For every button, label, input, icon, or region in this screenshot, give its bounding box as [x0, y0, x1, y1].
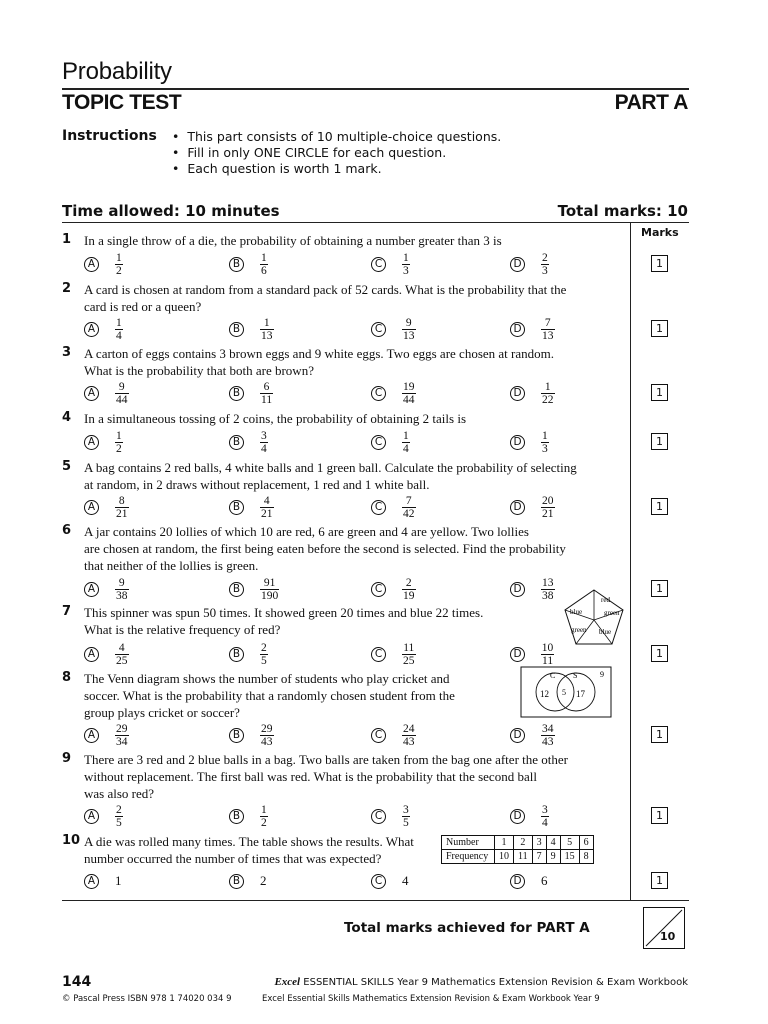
fraction-denominator: 2	[261, 816, 267, 829]
instruction-item: • Fill in only ONE CIRCLE for each question.	[172, 145, 501, 161]
question-number: 8	[62, 670, 72, 685]
mark-box[interactable]: 1	[651, 872, 668, 889]
answer-fraction	[115, 804, 123, 829]
fraction-denominator: 5	[116, 816, 122, 829]
fraction-denominator: 11	[261, 393, 273, 406]
fraction-numerator: 9	[118, 576, 125, 589]
question-text: that neither of the lollies is green.	[84, 558, 259, 573]
header-rule	[62, 88, 689, 90]
answer-option-d[interactable]	[510, 492, 555, 522]
answer-value: 2	[260, 873, 267, 888]
answer-option-d[interactable]	[510, 378, 555, 408]
answer-bubble[interactable]: C	[371, 386, 386, 401]
total-achieved-label: Total marks achieved for PART A	[344, 920, 590, 936]
answer-fraction	[402, 495, 416, 520]
fraction-denominator: 6	[261, 264, 267, 277]
answer-fraction	[402, 577, 416, 602]
mark-box[interactable]: 1	[651, 433, 668, 450]
table-cell: 10	[495, 850, 514, 864]
mark-box[interactable]: 1	[651, 807, 668, 824]
answer-bubble[interactable]: D	[510, 728, 525, 743]
answer-bubble[interactable]: B	[229, 500, 244, 515]
answer-bubble[interactable]: A	[84, 647, 99, 662]
fraction-denominator: 190	[261, 589, 279, 602]
fraction-numerator: 2	[261, 641, 267, 654]
venn-c-only-value: 12	[540, 689, 549, 699]
fraction-denominator: 43	[542, 735, 554, 748]
fraction-denominator: 13	[261, 329, 273, 342]
fraction-denominator: 21	[116, 507, 128, 520]
mark-box[interactable]: 1	[651, 726, 668, 743]
answer-bubble[interactable]: C	[371, 728, 386, 743]
answer-fraction	[402, 317, 416, 342]
fraction-numerator: 29	[261, 722, 273, 735]
answer-fraction	[541, 317, 555, 342]
venn-set-s-label: S	[573, 671, 578, 680]
answer-option-b[interactable]	[229, 866, 267, 896]
venn-diagram	[520, 666, 612, 718]
table-row-label: Number	[442, 836, 495, 850]
answer-fraction	[541, 381, 555, 406]
answer-fraction	[541, 495, 555, 520]
mark-box[interactable]: 1	[651, 645, 668, 662]
answer-bubble[interactable]: A	[84, 386, 99, 401]
answer-option-a[interactable]	[84, 378, 129, 408]
answer-fraction	[541, 577, 555, 602]
question-number: 9	[62, 751, 72, 766]
answer-bubble[interactable]: A	[84, 728, 99, 743]
fraction-denominator: 34	[116, 735, 128, 748]
fraction-denominator: 21	[261, 507, 273, 520]
fraction-denominator: 5	[261, 654, 267, 667]
answer-fraction	[541, 723, 555, 748]
answer-bubble[interactable]: D	[510, 874, 525, 889]
spinner-label: blue	[599, 628, 612, 636]
venn-both-value: 5	[562, 688, 566, 697]
answer-option-a[interactable]	[84, 639, 129, 669]
time-allowed: Time allowed: 10 minutes	[62, 202, 280, 220]
fraction-denominator: 4	[403, 442, 409, 455]
question-text: What is the relative frequency of red?	[84, 622, 281, 637]
answer-option-b[interactable]	[229, 801, 268, 831]
answer-bubble[interactable]: D	[510, 386, 525, 401]
fraction-numerator: 19	[403, 380, 415, 393]
question-text: group plays cricket or soccer?	[84, 705, 240, 720]
fraction-denominator: 43	[403, 735, 415, 748]
fraction-numerator: 34	[542, 722, 554, 735]
question-text: at random, in 2 draws without replacement, 1 red and 1 white ball.	[84, 477, 430, 492]
fraction-numerator: 13	[542, 576, 554, 589]
question-text: A carton of eggs contains 3 brown eggs and 9 white eggs. Two eggs are chosen at random.	[84, 346, 554, 361]
instruction-item: • This part consists of 10 multiple-choice questions.	[172, 129, 501, 145]
question-number: 2	[62, 281, 72, 296]
mark-box[interactable]: 1	[651, 255, 668, 272]
answer-option-c[interactable]	[371, 249, 410, 279]
marks-column-header: Marks	[641, 226, 679, 239]
question-text: This spinner was spun 50 times. It showed green 20 times and blue 22 times.	[84, 605, 484, 620]
question-number: 1	[62, 232, 72, 247]
answer-fraction	[541, 804, 549, 829]
answer-option-c[interactable]	[371, 574, 416, 604]
fraction-denominator: 21	[542, 507, 554, 520]
fraction-denominator: 11	[542, 654, 554, 667]
instructions-list	[172, 129, 501, 177]
fraction-numerator: 1	[542, 429, 548, 442]
mark-box[interactable]: 1	[651, 498, 668, 515]
question-text: A card is chosen at random from a standard pack of 52 cards. What is the probability that the	[84, 282, 567, 297]
answer-value: 1	[115, 873, 122, 888]
answer-bubble[interactable]: C	[371, 809, 386, 824]
fraction-numerator: 3	[542, 803, 548, 816]
answer-bubble[interactable]: B	[229, 435, 244, 450]
answer-option-c[interactable]	[371, 492, 416, 522]
table-cell: 5	[560, 836, 579, 850]
answer-bubble[interactable]: D	[510, 809, 525, 824]
answer-option-b[interactable]	[229, 427, 268, 457]
answer-fraction	[260, 577, 279, 602]
answer-fraction	[115, 430, 123, 455]
answer-value: 6	[541, 873, 548, 888]
spinner-label: green	[604, 609, 620, 617]
answer-option-c[interactable]	[371, 314, 416, 344]
bottom-rule	[62, 900, 689, 901]
fraction-numerator: 6	[263, 380, 270, 393]
book-title-secondary: Excel Essential Skills Mathematics Extension Revision & Exam Workbook Year 9	[262, 994, 600, 1004]
answer-option-a[interactable]	[84, 866, 122, 896]
table-cell: 4	[546, 836, 560, 850]
fraction-denominator: 42	[403, 507, 415, 520]
fraction-numerator: 1	[261, 803, 267, 816]
fraction-numerator: 1	[544, 380, 551, 393]
answer-bubble[interactable]: D	[510, 322, 525, 337]
answer-fraction	[541, 642, 554, 667]
answer-fraction	[260, 723, 274, 748]
fraction-denominator: 44	[116, 393, 128, 406]
answer-fraction	[402, 642, 416, 667]
answer-option-b[interactable]	[229, 639, 268, 669]
answer-option-b[interactable]	[229, 492, 274, 522]
question-text: A jar contains 20 lollies of which 10 are red, 6 are green and 4 are yellow. Two lollies	[84, 524, 529, 539]
answer-fraction	[260, 642, 268, 667]
answer-bubble[interactable]: C	[371, 257, 386, 272]
page-number: 144	[62, 974, 92, 990]
answer-fraction	[260, 804, 268, 829]
answer-option-d[interactable]	[510, 720, 555, 750]
answer-option-b[interactable]	[229, 720, 274, 750]
answer-option-c[interactable]	[371, 801, 410, 831]
table-cell: 9	[546, 850, 560, 864]
fraction-numerator: 1	[116, 316, 122, 329]
answer-fraction	[402, 381, 416, 406]
answer-option-a[interactable]	[84, 249, 123, 279]
book-title	[274, 976, 688, 988]
fraction-denominator: 3	[542, 264, 548, 277]
table-row-label: Frequency	[442, 850, 495, 864]
question-text: card is red or a queen?	[84, 299, 202, 314]
question-text: The Venn diagram shows the number of students who play cricket and	[84, 671, 450, 686]
answer-bubble[interactable]: C	[371, 647, 386, 662]
answer-option-d[interactable]	[510, 866, 548, 896]
fraction-numerator: 1	[403, 429, 409, 442]
question-text: was also red?	[84, 786, 155, 801]
book-brand: Excel	[274, 976, 301, 988]
mark-box[interactable]: 1	[651, 320, 668, 337]
fraction-denominator: 25	[116, 654, 128, 667]
answer-fraction	[541, 430, 549, 455]
question-text: A die was rolled many times. The table shows the results. What	[84, 834, 414, 849]
fraction-denominator: 4	[116, 329, 122, 342]
answer-option-d[interactable]	[510, 249, 549, 279]
answer-fraction	[402, 723, 416, 748]
spinner-label: red	[601, 596, 610, 604]
fraction-numerator: 1	[261, 251, 267, 264]
fraction-denominator: 13	[403, 329, 415, 342]
fraction-denominator: 2	[116, 264, 122, 277]
fraction-denominator: 44	[403, 393, 415, 406]
fraction-denominator: 3	[542, 442, 548, 455]
question-text: There are 3 red and 2 blue balls in a bag. Two balls are taken from the bag one after the other	[84, 752, 568, 767]
fraction-numerator: 7	[544, 316, 551, 329]
table-cell: 11	[514, 850, 533, 864]
fraction-denominator: 19	[403, 589, 415, 602]
answer-option-d[interactable]	[510, 314, 555, 344]
instruction-item: • Each question is worth 1 mark.	[172, 161, 501, 177]
fraction-numerator: 1	[263, 316, 270, 329]
fraction-numerator: 10	[541, 641, 554, 654]
table-cell: 1	[495, 836, 514, 850]
table-cell: 2	[514, 836, 533, 850]
answer-fraction	[541, 252, 549, 277]
fraction-numerator: 1	[403, 251, 409, 264]
fraction-numerator: 9	[405, 316, 412, 329]
question-text: soccer. What is the probability that a randomly chosen student from the	[84, 688, 455, 703]
answer-option-a[interactable]	[84, 492, 129, 522]
answer-bubble[interactable]: A	[84, 809, 99, 824]
answer-option-d[interactable]	[510, 427, 549, 457]
answer-fraction	[260, 317, 274, 342]
fraction-numerator: 4	[263, 494, 270, 507]
answer-bubble[interactable]: C	[371, 582, 386, 597]
fraction-numerator: 1	[116, 429, 122, 442]
answer-bubble[interactable]: D	[510, 435, 525, 450]
fraction-numerator: 2	[405, 576, 412, 589]
table-cell: 3	[532, 836, 546, 850]
fraction-numerator: 1	[116, 251, 122, 264]
answer-option-a[interactable]	[84, 801, 123, 831]
question-number: 5	[62, 459, 72, 474]
table-cell: 15	[560, 850, 579, 864]
answer-fraction	[402, 252, 410, 277]
answer-bubble[interactable]: B	[229, 582, 244, 597]
answer-fraction	[115, 495, 129, 520]
answer-option-a[interactable]	[84, 574, 129, 604]
answer-option-c[interactable]	[371, 427, 410, 457]
answer-fraction	[260, 252, 268, 277]
venn-outside-value: 9	[600, 670, 604, 679]
die-results-table	[441, 835, 594, 864]
answer-fraction	[115, 577, 129, 602]
question-text: In a single throw of a die, the probability of obtaining a number greater than 3 is	[84, 233, 502, 248]
answer-bubble[interactable]: B	[229, 647, 244, 662]
section-rule	[62, 222, 689, 223]
answer-option-c[interactable]	[371, 378, 416, 408]
answer-option-d[interactable]	[510, 801, 549, 831]
answer-bubble[interactable]: D	[510, 582, 525, 597]
answer-bubble[interactable]: C	[371, 435, 386, 450]
answer-bubble[interactable]: D	[510, 257, 525, 272]
answer-bubble[interactable]: A	[84, 582, 99, 597]
fraction-numerator: 2	[542, 251, 548, 264]
spinner-diagram	[563, 588, 625, 648]
question-number: 4	[62, 410, 72, 425]
total-marks: Total marks: 10	[557, 202, 688, 220]
mark-box[interactable]: 1	[651, 384, 668, 401]
question-text: without replacement. The first ball was red. What is the probability that the second ball	[84, 769, 537, 784]
answer-bubble[interactable]: A	[84, 322, 99, 337]
answer-option-c[interactable]	[371, 866, 409, 896]
part-heading: PART A	[614, 91, 688, 114]
answer-fraction	[260, 381, 273, 406]
answer-option-b[interactable]	[229, 378, 273, 408]
answer-bubble[interactable]: B	[229, 257, 244, 272]
answer-bubble[interactable]: B	[229, 728, 244, 743]
answer-option-a[interactable]	[84, 314, 123, 344]
answer-fraction	[115, 317, 123, 342]
answer-option-a[interactable]	[84, 427, 123, 457]
total-achieved-max: 10	[660, 930, 676, 943]
answer-fraction	[115, 252, 123, 277]
answer-option-b[interactable]	[229, 249, 268, 279]
answer-option-d[interactable]	[510, 639, 554, 669]
fraction-denominator: 25	[403, 654, 415, 667]
answer-fraction	[115, 381, 129, 406]
fraction-numerator: 2	[116, 803, 122, 816]
fraction-denominator: 4	[542, 816, 548, 829]
answer-option-c[interactable]	[371, 720, 416, 750]
answer-fraction	[115, 723, 129, 748]
answer-bubble[interactable]: C	[371, 322, 386, 337]
fraction-denominator: 13	[542, 329, 554, 342]
question-number: 7	[62, 604, 72, 619]
table-cell: 7	[532, 850, 546, 864]
answer-option-b[interactable]	[229, 574, 279, 604]
answer-option-c[interactable]	[371, 639, 416, 669]
answer-option-b[interactable]	[229, 314, 274, 344]
fraction-numerator: 29	[116, 722, 128, 735]
fraction-numerator: 24	[403, 722, 415, 735]
answer-value: 4	[402, 873, 409, 888]
question-number: 10	[62, 833, 81, 848]
answer-fraction	[260, 430, 268, 455]
fraction-denominator: 22	[542, 393, 554, 406]
table-cell: 8	[579, 850, 593, 864]
question-text: number occurred the number of times that was expected?	[84, 851, 382, 866]
marks-column-divider	[630, 223, 631, 901]
question-number: 3	[62, 345, 72, 360]
answer-fraction	[115, 642, 129, 667]
answer-bubble[interactable]: D	[510, 647, 525, 662]
question-number: 6	[62, 523, 72, 538]
fraction-numerator: 11	[403, 641, 415, 654]
chapter-title: Probability	[62, 58, 172, 85]
fraction-numerator: 3	[261, 429, 267, 442]
venn-set-c-label: C	[550, 671, 556, 680]
fraction-numerator: 4	[118, 641, 125, 654]
topic-test-heading: TOPIC TEST	[62, 91, 182, 114]
answer-bubble[interactable]: A	[84, 500, 99, 515]
answer-bubble[interactable]: D	[510, 500, 525, 515]
answer-bubble[interactable]: B	[229, 809, 244, 824]
table-cell: 6	[579, 836, 593, 850]
answer-option-d[interactable]	[510, 574, 555, 604]
copyright: © Pascal Press ISBN 978 1 74020 034 9	[62, 994, 232, 1004]
book-title-text: ESSENTIAL SKILLS Year 9 Mathematics Extension Revision & Exam Workbook	[303, 977, 688, 988]
answer-fraction	[402, 804, 410, 829]
fraction-numerator: 7	[405, 494, 412, 507]
fraction-denominator: 43	[261, 735, 273, 748]
table-row	[442, 850, 594, 864]
answer-bubble[interactable]: A	[84, 874, 99, 889]
answer-bubble[interactable]: C	[371, 500, 386, 515]
fraction-denominator: 4	[261, 442, 267, 455]
spinner-label: blue	[570, 608, 583, 616]
fraction-numerator: 9	[118, 380, 125, 393]
answer-bubble[interactable]: A	[84, 435, 99, 450]
fraction-numerator: 91	[263, 576, 276, 589]
fraction-denominator: 5	[403, 816, 409, 829]
answer-option-a[interactable]	[84, 720, 129, 750]
fraction-denominator: 3	[403, 264, 409, 277]
fraction-denominator: 38	[116, 589, 128, 602]
fraction-numerator: 20	[542, 494, 554, 507]
answer-bubble[interactable]: C	[371, 874, 386, 889]
answer-fraction	[260, 495, 274, 520]
answer-bubble[interactable]: A	[84, 257, 99, 272]
question-text: A bag contains 2 red balls, 4 white balls and 1 green ball. Calculate the probability of selecting	[84, 460, 577, 475]
answer-bubble[interactable]: B	[229, 874, 244, 889]
fraction-numerator: 3	[403, 803, 409, 816]
answer-bubble[interactable]: B	[229, 322, 244, 337]
venn-s-only-value: 17	[576, 689, 585, 699]
question-text: are chosen at random, the first being eaten before the second is selected. Find the probability	[84, 541, 566, 556]
instructions-label: Instructions	[62, 128, 157, 144]
fraction-denominator: 2	[116, 442, 122, 455]
spinner-label: green	[571, 626, 587, 634]
mark-box[interactable]: 1	[651, 580, 668, 597]
fraction-numerator: 8	[118, 494, 125, 507]
answer-fraction	[402, 430, 410, 455]
fraction-denominator: 38	[542, 589, 554, 602]
table-row	[442, 836, 594, 850]
question-text: What is the probability that both are brown?	[84, 363, 314, 378]
question-text: In a simultaneous tossing of 2 coins, the probability of obtaining 2 tails is	[84, 411, 467, 426]
answer-bubble[interactable]: B	[229, 386, 244, 401]
